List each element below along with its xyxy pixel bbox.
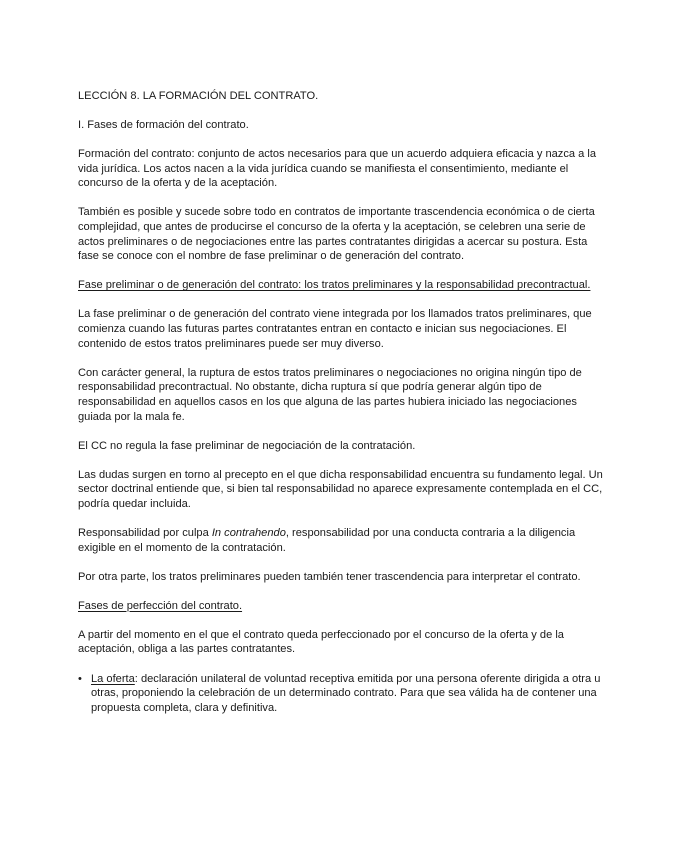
paragraph-preliminary-acts: También es posible y sucede sobre todo en contratos de importante trascendencia económica o de cierta complejidad, que antes de producirse el concurso de la oferta y la aceptación, se celebren una serie de actos preliminares o de negociaciones entre las partes contratantes dirigidas a acercar su postura. Esta fase se conoce con el nombre de fase preliminar o de generación del contrato. — [78, 206, 595, 263]
paragraph-rupture: Con carácter general, la ruptura de estos tratos preliminares o negociaciones no origina ningún tipo de responsabilidad precontractual. No obstante, dicha ruptura sí que podría generar algún tipo de responsabilidad en aquellos casos en los que alguna de las partes hubiera iniciado las negociaciones guiada por la mala fe. — [78, 366, 582, 423]
list-item — [78, 672, 606, 716]
section-subtitle: I. Fases de formación del contrato. — [78, 119, 249, 132]
culpa-italic-term: In contrahendo — [211, 526, 286, 539]
culpa-text-after: , responsabilidad por una conducta contraria a la diligencia exigible en el momento de la contratación. — [78, 526, 576, 554]
paragraph-interpretation: Por otra parte, los tratos preliminares pueden también tener trascendencia para interpretar el contrato. — [78, 570, 581, 583]
bullet-text: : declaración unilateral de voluntad receptiva emitida por una persona oferente dirigida a otra u otras, proponiendo la celebración de un determinado contrato. Para que sea válida ha de contener una propuesta completa, clara y definitiva. — [91, 672, 601, 714]
paragraph-preliminary-phase: La fase preliminar o de generación del contrato viene integrada por los llamados tratos preliminares, que comienza cuando las futuras partes contratantes entran en contacto e inician sus negociaciones. El contenido de estos tratos preliminares puede ser muy diverso. — [78, 308, 592, 350]
bullet-list — [78, 672, 606, 716]
paragraph-legal-basis: Las dudas surgen en torno al precepto en el que dicha responsabilidad encuentra su fundamento legal. Un sector doctrinal entiende que, si bien tal responsabilidad no aparece expresamente contemplada en el CC, podría quedar incluida. — [78, 468, 603, 510]
document-page — [78, 89, 606, 715]
paragraph-culpa-in-contrahendo — [78, 526, 606, 555]
bullet-icon: • — [78, 672, 82, 685]
bullet-term: La oferta — [91, 672, 135, 685]
lesson-title: LECCIÓN 8. LA FORMACIÓN DEL CONTRATO. — [78, 90, 319, 102]
paragraph-cc-regulation: El CC no regula la fase preliminar de negociación de la contratación. — [78, 439, 416, 452]
paragraph-perfection-intro: A partir del momento en el que el contrato queda perfeccionado por el concurso de la oferta y de la aceptación, obliga a las partes contratantes. — [78, 628, 564, 656]
paragraph-definition: Formación del contrato: conjunto de actos necesarios para que un acuerdo adquiera eficacia y nazca a la vida jurídica. Los actos nacen a la vida jurídica cuando se manifiesta el consentimiento, mediante el concurso de la oferta y de la aceptación. — [78, 148, 597, 190]
section-heading-preliminary-phase: Fase preliminar o de generación del contrato: los tratos preliminares y la responsabilidad precontractual. — [78, 279, 591, 292]
section-heading-perfection-phases: Fases de perfección del contrato. — [78, 599, 243, 612]
culpa-text-before: Responsabilidad por culpa — [78, 526, 212, 539]
